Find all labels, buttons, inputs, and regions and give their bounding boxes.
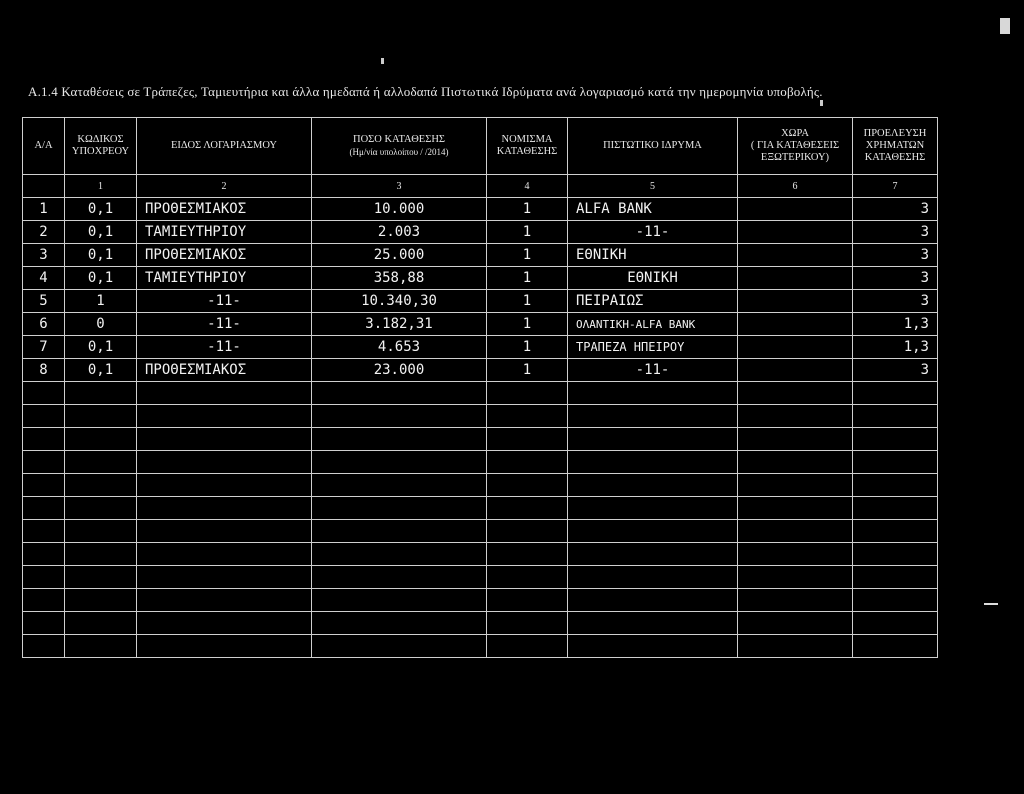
- cell-country: [738, 221, 853, 244]
- cell-aa: 2: [23, 221, 65, 244]
- cell-code: 0,1: [65, 221, 137, 244]
- cell-origin: 3: [853, 359, 938, 382]
- cell-type: ΤΑΜΙΕΥΤΗΡΙΟΥ: [137, 267, 312, 290]
- cell-code: 0,1: [65, 359, 137, 382]
- cell-origin: 3: [853, 198, 938, 221]
- cell-amount: 10.000: [312, 198, 487, 221]
- cell-amount: 358,88: [312, 267, 487, 290]
- col-country-header: ΧΩΡΑ ( ΓΙΑ ΚΑΤΑΘΕΣΕΙΣ ΕΞΩΤΕΡΙΚΟΥ): [738, 118, 853, 175]
- cell-country: [738, 267, 853, 290]
- empty-row: [23, 520, 938, 543]
- cell-currency: 1: [487, 198, 568, 221]
- cell-country: [738, 359, 853, 382]
- cell-country: [738, 290, 853, 313]
- table-row: [23, 313, 938, 336]
- table-row: [23, 290, 938, 313]
- cell-origin: 3: [853, 267, 938, 290]
- col-number: 1: [65, 175, 137, 198]
- cell-bank: -11-: [568, 221, 738, 244]
- cell-type: -11-: [137, 290, 312, 313]
- table-row: [23, 244, 938, 267]
- cell-origin: 3: [853, 290, 938, 313]
- empty-row: [23, 474, 938, 497]
- scan-side-mark: [984, 603, 998, 605]
- cell-origin: 3: [853, 221, 938, 244]
- cell-amount: 10.340,30: [312, 290, 487, 313]
- empty-row: [23, 543, 938, 566]
- cell-code: 0,1: [65, 198, 137, 221]
- cell-origin: 3: [853, 244, 938, 267]
- empty-row: [23, 566, 938, 589]
- empty-row: [23, 451, 938, 474]
- empty-row: [23, 612, 938, 635]
- cell-country: [738, 244, 853, 267]
- col-number: 6: [738, 175, 853, 198]
- cell-bank: -11-: [568, 359, 738, 382]
- col-code-header: ΚΩΔΙΚΟΣ ΥΠΟΧΡΕΟΥ: [65, 118, 137, 175]
- cell-bank: ΕΘΝΙΚΗ: [568, 267, 738, 290]
- col-aa-header: Α/Α: [23, 118, 65, 175]
- cell-type: ΠΡΟΘΕΣΜΙΑΚΟΣ: [137, 198, 312, 221]
- cell-currency: 1: [487, 359, 568, 382]
- cell-currency: 1: [487, 336, 568, 359]
- cell-aa: 5: [23, 290, 65, 313]
- cell-type: ΠΡΟΘΕΣΜΙΑΚΟΣ: [137, 244, 312, 267]
- table-row: [23, 221, 938, 244]
- cell-code: 0,1: [65, 244, 137, 267]
- col-number: 3: [312, 175, 487, 198]
- cell-aa: 8: [23, 359, 65, 382]
- header-row: [23, 118, 938, 175]
- table-row: [23, 267, 938, 290]
- empty-row: [23, 497, 938, 520]
- cell-bank: ΟΛΑΝΤΙΚΗ-ALFA BANK: [568, 313, 738, 336]
- col-type-header: ΕΙΔΟΣ ΛΟΓΑΡΙΑΣΜΟΥ: [137, 118, 312, 175]
- cell-type: ΠΡΟΘΕΣΜΙΑΚΟΣ: [137, 359, 312, 382]
- cell-code: 0,1: [65, 267, 137, 290]
- filled-rows: [23, 198, 938, 382]
- cell-currency: 1: [487, 221, 568, 244]
- cell-bank: ΠΕΙΡΑΙΩΣ: [568, 290, 738, 313]
- cell-amount: 4.653: [312, 336, 487, 359]
- cell-aa: 1: [23, 198, 65, 221]
- scan-dot: [820, 100, 823, 106]
- col-currency-header: ΝΟΜΙΣΜΑ ΚΑΤΑΘΕΣΗΣ: [487, 118, 568, 175]
- cell-amount: 23.000: [312, 359, 487, 382]
- cell-bank: ΤΡΑΠΕΖΑ ΗΠΕΙΡΟΥ: [568, 336, 738, 359]
- cell-code: 0,1: [65, 336, 137, 359]
- cell-country: [738, 198, 853, 221]
- col-number: 2: [137, 175, 312, 198]
- table-row: [23, 198, 938, 221]
- table-row: [23, 359, 938, 382]
- cell-amount: 3.182,31: [312, 313, 487, 336]
- cell-type: -11-: [137, 336, 312, 359]
- column-number-row: [23, 175, 938, 198]
- cell-type: ΤΑΜΙΕΥΤΗΡΙΟΥ: [137, 221, 312, 244]
- cell-type: -11-: [137, 313, 312, 336]
- cell-origin: 1,3: [853, 313, 938, 336]
- cell-currency: 1: [487, 244, 568, 267]
- cell-aa: 4: [23, 267, 65, 290]
- table-row: [23, 336, 938, 359]
- cell-code: 1: [65, 290, 137, 313]
- cell-bank: ΕΘΝΙΚΗ: [568, 244, 738, 267]
- cell-amount: 2.003: [312, 221, 487, 244]
- cell-currency: 1: [487, 290, 568, 313]
- cell-amount: 25.000: [312, 244, 487, 267]
- cell-aa: 6: [23, 313, 65, 336]
- empty-row: [23, 405, 938, 428]
- empty-row: [23, 635, 938, 658]
- cell-code: 0: [65, 313, 137, 336]
- empty-row: [23, 382, 938, 405]
- cell-currency: 1: [487, 313, 568, 336]
- section-heading: Α.1.4 Καταθέσεις σε Τράπεζες, Ταμιευτήρια και άλλα ημεδαπά ή αλλοδαπά Πιστωτικά Ιδρύματα ανά λογαριασμό κατά την ημερομηνία υποβολής.: [28, 84, 823, 99]
- col-amount-header: ΠΟΣΟ ΚΑΤΑΘΕΣΗΣ (Ημ/νία υπολοίπου / /2014): [312, 118, 487, 175]
- cell-aa: 7: [23, 336, 65, 359]
- cell-currency: 1: [487, 267, 568, 290]
- scan-dot: [381, 58, 384, 64]
- col-bank-header: ΠΙΣΤΩΤΙΚΟ ΙΔΡΥΜΑ: [568, 118, 738, 175]
- col-number: 5: [568, 175, 738, 198]
- empty-row: [23, 428, 938, 451]
- empty-row: [23, 589, 938, 612]
- cell-aa: 3: [23, 244, 65, 267]
- cell-country: [738, 336, 853, 359]
- cell-origin: 1,3: [853, 336, 938, 359]
- col-origin-header: ΠΡΟΕΛΕΥΣΗ ΧΡΗΜΑΤΩΝ ΚΑΤΑΘΕΣΗΣ: [853, 118, 938, 175]
- col-number: 4: [487, 175, 568, 198]
- scan-corner-mark: [1000, 18, 1010, 34]
- deposits-table: [22, 117, 938, 658]
- col-number: [23, 175, 65, 198]
- cell-bank: ALFA BANK: [568, 198, 738, 221]
- col-number: 7: [853, 175, 938, 198]
- blank-rows: [23, 382, 938, 658]
- cell-country: [738, 313, 853, 336]
